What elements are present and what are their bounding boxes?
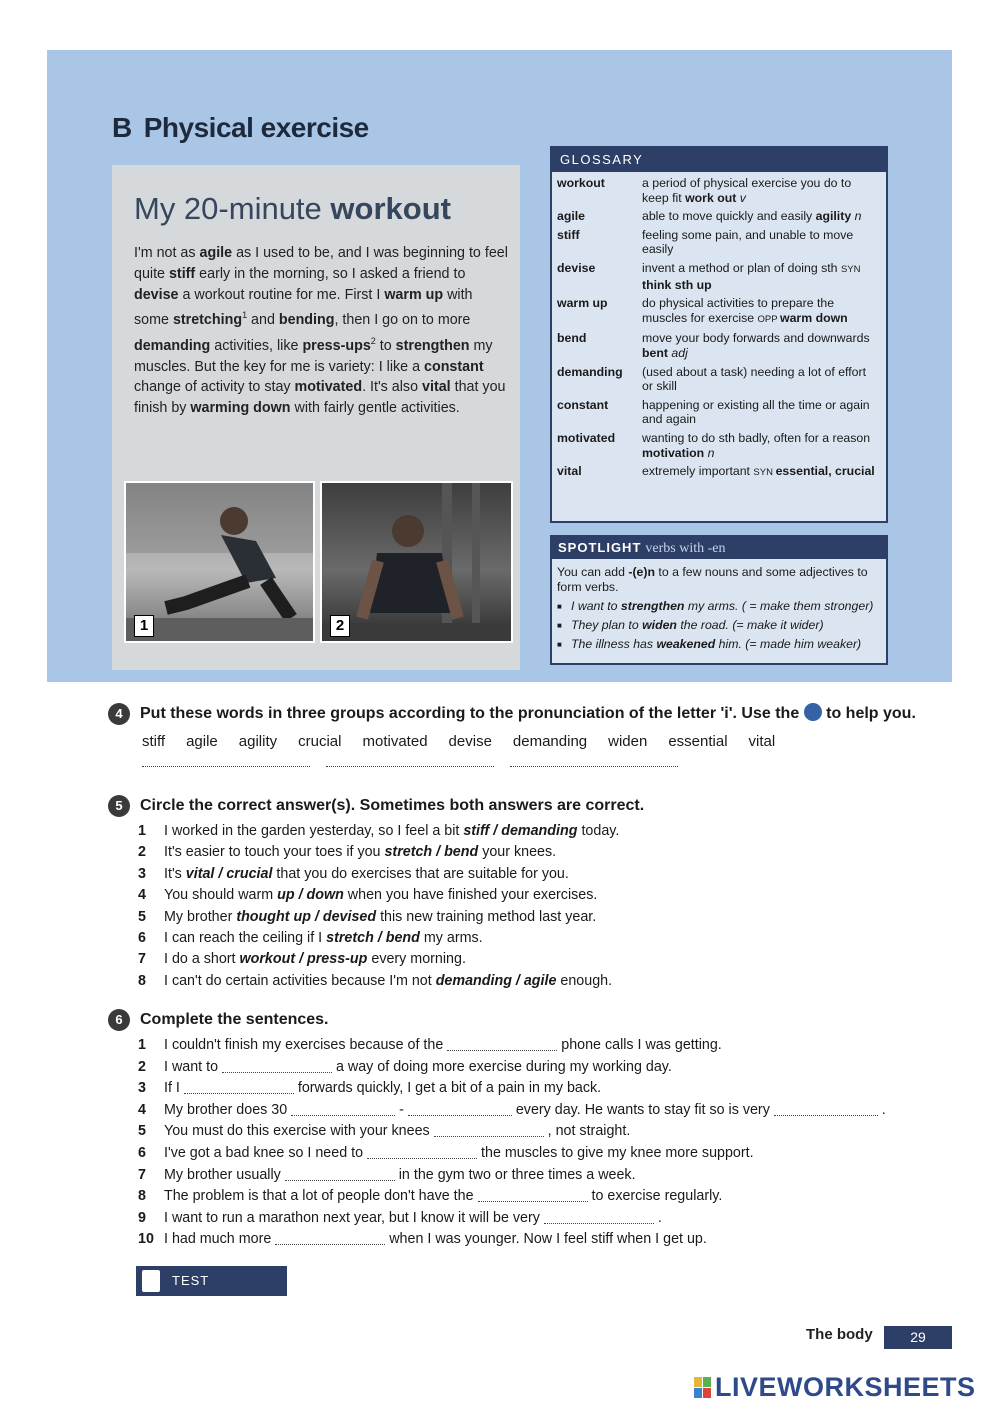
- item-number: 7: [138, 1166, 146, 1183]
- exercise-5: [108, 795, 928, 992]
- text-segment: in the gym two or three times a week.: [394, 1166, 636, 1183]
- text-segment: (used about a task) needing a lot of effort or skill: [642, 364, 866, 394]
- spotlight-content: [552, 559, 886, 663]
- answer-blank[interactable]: [285, 1166, 395, 1181]
- glossary-entry: [557, 365, 880, 394]
- item-number: 2: [138, 1058, 146, 1075]
- item-text: [164, 1035, 722, 1057]
- word-list: [108, 733, 928, 750]
- audio-app-icon[interactable]: [804, 703, 822, 721]
- text-segment: to a few nouns and some adjectives to form verbs.: [557, 565, 868, 594]
- item-text: [164, 842, 556, 863]
- text-segment: .: [877, 1101, 886, 1118]
- exercise-item: [138, 1186, 928, 1208]
- answer-blank[interactable]: [447, 1036, 557, 1051]
- exercise-6-items: [108, 1035, 928, 1251]
- glossary-term: vital: [557, 464, 582, 479]
- glossary-term: workout: [557, 176, 605, 190]
- text-segment: stiff / demanding: [463, 823, 578, 839]
- text-segment: weakened: [656, 637, 716, 651]
- press-up-figure-icon: [322, 483, 511, 641]
- article-title-plain: My 20-minute: [134, 191, 331, 226]
- item-text: [164, 949, 466, 970]
- item-text: [164, 1208, 662, 1230]
- glossary-entry: [557, 209, 880, 224]
- exercise-number: 5: [108, 795, 130, 817]
- exercise-6-instruction-text: Complete the sentences.: [140, 1011, 329, 1028]
- text-segment: move your body forwards and downwards: [642, 331, 870, 346]
- item-text: [164, 1229, 707, 1251]
- text-segment: I want to: [571, 599, 621, 613]
- text-segment: feeling some pain, and unable to move easily: [642, 227, 854, 257]
- text-segment: vital: [422, 379, 451, 396]
- article-title-bold: workout: [330, 191, 451, 226]
- answer-line-1[interactable]: [142, 766, 310, 767]
- text-segment: activities, like: [210, 337, 303, 354]
- text-segment: warm down: [780, 310, 848, 325]
- section-title: [112, 112, 369, 144]
- glossary-term: bend: [557, 331, 587, 346]
- text-segment: You should warm: [164, 887, 278, 904]
- text-segment: My brother usually: [164, 1166, 285, 1183]
- exercise-6-instruction: [108, 1009, 928, 1031]
- spotlight-example: [557, 618, 880, 633]
- item-text: [164, 821, 619, 842]
- text-segment: n: [851, 209, 862, 224]
- text-segment: workout / press-up: [239, 951, 368, 968]
- text-segment: I've got a bad knee so I need to: [164, 1144, 368, 1161]
- answer-blank[interactable]: [408, 1101, 512, 1116]
- text-segment: agile: [199, 245, 233, 261]
- text-segment: ( = make them stronger): [738, 599, 874, 613]
- text-segment: If I: [164, 1080, 184, 1097]
- glossary-term: agile: [557, 209, 586, 224]
- text-segment: I do a short: [164, 951, 240, 968]
- glossary-entry: [557, 464, 880, 481]
- exercise-number: 4: [108, 703, 130, 725]
- press-up-photo: [320, 481, 513, 643]
- text-segment: extremely important: [642, 464, 754, 479]
- glossary-term: stiff: [557, 227, 580, 242]
- exercise-6: [108, 1009, 928, 1251]
- exercise-item: [138, 928, 928, 949]
- glossary-definition: [642, 176, 880, 205]
- text-segment: able to move quickly and easily: [642, 209, 816, 224]
- spotlight-label: SPOTLIGHT: [558, 540, 642, 555]
- text-segment: My brother does 30: [164, 1101, 292, 1118]
- item-text: [164, 907, 596, 928]
- text-segment: motivated: [294, 379, 363, 396]
- text-segment: phone calls I was getting.: [557, 1037, 722, 1053]
- text-segment: , then I go on to more: [334, 312, 471, 329]
- section-letter: B: [112, 112, 132, 143]
- word-item: essential: [668, 733, 728, 750]
- item-number: 6: [138, 1144, 146, 1161]
- exercise-item: [138, 1121, 928, 1143]
- text-segment: a way of doing more exercise during my working day.: [332, 1058, 672, 1075]
- liveworksheets-logo: [694, 1372, 976, 1403]
- text-segment: a workout routine for me. First I: [178, 286, 385, 303]
- item-text: [164, 1143, 754, 1165]
- item-text: [164, 1078, 601, 1100]
- exercise-item: [138, 907, 928, 928]
- photo-number-1: 1: [134, 615, 154, 637]
- glossary-term: warm up: [557, 296, 608, 311]
- item-number: 8: [138, 1188, 146, 1205]
- glossary-definition: [642, 464, 880, 481]
- exercise-number: 6: [108, 1009, 130, 1031]
- item-text: [164, 971, 612, 992]
- text-segment: warming down: [190, 400, 291, 417]
- item-number: 10: [138, 1231, 154, 1248]
- exercise-5-instruction: [108, 795, 928, 817]
- text-segment: my muscles. But the key for me is variety: I like a: [134, 337, 493, 375]
- word-item: motivated: [362, 733, 428, 750]
- exercise-item: [138, 1229, 928, 1251]
- text-segment: stiff: [168, 265, 196, 282]
- text-segment: devise: [134, 286, 179, 303]
- glossary-entry: [557, 296, 880, 327]
- glossary-definition: [642, 228, 880, 257]
- item-text: [164, 1057, 672, 1079]
- text-segment: do physical activities to prepare the muscles for exercise: [642, 296, 835, 325]
- text-segment: (= make it wider): [728, 618, 824, 632]
- exercise-item: [138, 1057, 928, 1079]
- exercise-item: [138, 1100, 928, 1122]
- exercise-4-instruction-text: Put these words in three groups according to the pronunciation of the letter 'i'. Use the: [140, 705, 804, 722]
- exercise-item: [138, 1143, 928, 1165]
- text-segment: work out: [685, 190, 737, 205]
- glossary-definition: [642, 209, 880, 224]
- text-segment: They plan to: [571, 618, 643, 632]
- item-number: 5: [138, 1123, 146, 1140]
- text-segment: happening or existing all the time or again and again: [642, 397, 870, 427]
- exercise-item: [138, 949, 928, 970]
- book-icon: [142, 1270, 160, 1292]
- text-segment: that you do exercises that are suitable for you.: [272, 865, 569, 882]
- word-item: vital: [748, 733, 776, 750]
- text-segment: strengthen: [395, 337, 470, 354]
- text-segment: (= made him weaker): [741, 637, 862, 651]
- text-segment: him.: [715, 637, 742, 651]
- text-segment: I can reach the ceiling if I: [164, 930, 327, 947]
- text-segment: adj: [667, 345, 688, 360]
- text-segment: You must do this exercise with your knees: [164, 1123, 434, 1140]
- text-segment: the muscles to give my knee more support.: [477, 1144, 754, 1161]
- text-segment: stretching: [172, 312, 243, 329]
- glossary-entry: [557, 398, 880, 427]
- text-segment: I want to run a marathon next year, but I know it will be very: [164, 1209, 544, 1226]
- liveworksheets-text: LIVEWORKSHEETS: [715, 1372, 976, 1402]
- item-text: [164, 885, 597, 906]
- glossary-definition: [642, 331, 880, 360]
- text-segment: I couldn't finish my exercises because of the: [164, 1037, 448, 1053]
- text-segment: . It's also: [362, 379, 423, 396]
- glossary-entry: [557, 431, 880, 460]
- test-yourself-label: TEST YOURSELF: [172, 1273, 251, 1318]
- text-segment: I had much more: [164, 1231, 276, 1248]
- item-number: 5: [138, 908, 146, 925]
- exercise-item: [138, 1078, 928, 1100]
- glossary-definition: [642, 431, 880, 460]
- answer-blank[interactable]: [774, 1101, 878, 1116]
- answer-line-2[interactable]: [326, 766, 494, 767]
- article-body: [134, 243, 510, 419]
- exercise-4-instruction: [108, 703, 928, 725]
- text-segment: warm up: [384, 286, 444, 303]
- text-segment: My brother: [164, 908, 237, 925]
- text-segment: early in the morning, so I asked a friend to: [195, 265, 466, 282]
- text-segment: every day. He wants to stay fit so is very: [511, 1101, 774, 1118]
- text-segment: You can add: [557, 565, 629, 579]
- item-text: [164, 928, 483, 949]
- spotlight-example: [557, 637, 880, 652]
- answer-blank[interactable]: [291, 1101, 395, 1116]
- text-segment: The problem is that a lot of people don't have the: [164, 1188, 478, 1205]
- text-segment: as I used to be, and I was beginning to feel quite: [134, 245, 508, 282]
- item-number: 3: [138, 865, 146, 882]
- text-segment: to: [375, 337, 396, 354]
- text-segment: OPP: [757, 313, 781, 325]
- text-segment: my arms.: [419, 930, 483, 947]
- text-segment: It's: [164, 865, 186, 882]
- item-text: [164, 1186, 722, 1208]
- article-title: [134, 191, 451, 227]
- answer-blank[interactable]: [184, 1079, 294, 1094]
- text-segment: stretch / bend: [384, 844, 479, 861]
- text-segment: vital / crucial: [185, 865, 273, 882]
- text-segment: enough.: [556, 972, 613, 989]
- word-item: widen: [608, 733, 648, 750]
- answer-lines: [108, 766, 928, 767]
- answer-blank[interactable]: [275, 1230, 385, 1245]
- text-segment: that you finish by: [134, 379, 506, 417]
- word-item: agile: [186, 733, 218, 750]
- item-number: 1: [138, 1037, 146, 1053]
- text-segment: today.: [577, 823, 620, 839]
- exercise-5-instruction-text: Circle the correct answer(s). Sometimes both answers are correct.: [140, 797, 645, 814]
- text-segment: v: [736, 190, 746, 205]
- exercise-item: [138, 842, 928, 863]
- glossary-term: constant: [557, 397, 609, 412]
- text-segment: when I was younger. Now I feel stiff when I get up.: [385, 1231, 707, 1248]
- glossary-entry: [557, 176, 880, 205]
- spotlight-example: [557, 599, 880, 614]
- text-segment: invent a method or plan of doing sth: [642, 260, 841, 275]
- test-yourself-button[interactable]: [136, 1266, 287, 1318]
- text-segment: bending: [278, 312, 335, 329]
- item-text: [164, 1100, 886, 1122]
- answer-blank[interactable]: [367, 1144, 477, 1159]
- item-number: 8: [138, 972, 146, 989]
- text-segment: bent: [642, 345, 668, 360]
- text-segment: -(e)n: [628, 565, 655, 579]
- spotlight-subheading: verbs with -en: [645, 541, 726, 556]
- text-segment: press-ups: [302, 337, 371, 354]
- glossary-entry: [557, 261, 880, 292]
- text-segment: It's easier to touch your toes if you: [164, 844, 385, 861]
- text-segment: this new training method last year.: [376, 908, 597, 925]
- glossary-definition: [642, 261, 880, 292]
- glossary-box: [550, 146, 888, 523]
- text-segment: wanting to do sth badly, often for a reason: [642, 430, 871, 445]
- footer-unit: The body: [806, 1326, 873, 1343]
- item-number: 6: [138, 930, 146, 947]
- text-segment: -: [395, 1101, 408, 1118]
- item-text: [164, 1165, 636, 1187]
- text-segment: SYN: [753, 467, 776, 479]
- text-segment: your knees.: [478, 844, 557, 861]
- text-segment: up / down: [277, 887, 344, 904]
- exercise-item: [138, 1165, 928, 1187]
- exercise-item: [138, 1208, 928, 1230]
- glossary-definition: [642, 365, 880, 394]
- text-segment: change of activity to stay: [134, 379, 295, 396]
- page-number: 29: [884, 1326, 952, 1349]
- text-segment: n: [704, 445, 715, 460]
- text-segment: The illness has: [571, 637, 657, 651]
- stretching-figure-icon: [126, 483, 313, 641]
- text-segment: to exercise regularly.: [587, 1188, 723, 1205]
- text-segment: with some: [134, 286, 473, 329]
- glossary-entry: [557, 228, 880, 257]
- text-segment: stretch / bend: [326, 930, 420, 947]
- text-segment: think sth up: [642, 277, 712, 292]
- item-number: 7: [138, 951, 146, 968]
- text-segment: every morning.: [367, 951, 466, 968]
- spotlight-box: [550, 535, 888, 665]
- exercise-4-instruction-end: to help you.: [821, 705, 916, 722]
- text-segment: motivation: [642, 445, 705, 460]
- exercise-item: [138, 1035, 928, 1057]
- text-segment: agility: [815, 209, 852, 224]
- text-segment: , not straight.: [543, 1123, 631, 1140]
- word-item: stiff: [142, 733, 166, 750]
- text-segment: demanding / agile: [435, 972, 557, 989]
- item-text: [164, 1121, 630, 1143]
- answer-blank[interactable]: [478, 1187, 588, 1202]
- spotlight-intro: [557, 565, 880, 595]
- exercise-item: [138, 821, 928, 842]
- text-segment: 2: [370, 335, 376, 346]
- item-number: 9: [138, 1209, 146, 1226]
- glossary-list: [552, 172, 886, 521]
- text-segment: when you have finished your exercises.: [343, 887, 598, 904]
- word-item: agility: [238, 733, 278, 750]
- item-number: 4: [138, 887, 146, 904]
- word-item: demanding: [512, 733, 588, 750]
- exercise-item: [138, 864, 928, 885]
- item-number: 4: [138, 1101, 146, 1118]
- exercise-4: [108, 703, 928, 767]
- photo-number-2: 2: [330, 615, 350, 637]
- text-segment: I want to: [164, 1058, 223, 1075]
- exercise-item: [138, 971, 928, 992]
- text-segment: my arms.: [684, 599, 739, 613]
- text-segment: .: [653, 1209, 662, 1226]
- text-segment: with fairly gentle activities.: [290, 400, 460, 417]
- answer-blank[interactable]: [222, 1058, 332, 1073]
- exercise-5-items: [108, 821, 928, 992]
- glossary-definition: [642, 398, 880, 427]
- text-segment: essential, crucial: [775, 464, 875, 479]
- glossary-term: devise: [557, 260, 596, 275]
- text-segment: forwards quickly, I get a bit of a pain in my back.: [293, 1080, 602, 1097]
- text-segment: the road.: [676, 618, 729, 632]
- text-segment: a period of physical exercise you do to keep fit: [642, 176, 852, 205]
- text-segment: constant: [424, 358, 484, 375]
- exercise-item: [138, 885, 928, 906]
- glossary-heading: GLOSSARY: [552, 148, 886, 172]
- item-number: 1: [138, 823, 146, 839]
- item-number: 2: [138, 844, 146, 861]
- glossary-entry: [557, 331, 880, 360]
- text-segment: I can't do certain activities because I'm not: [164, 972, 436, 989]
- text-segment: SYN: [840, 263, 861, 275]
- item-number: 3: [138, 1080, 146, 1097]
- glossary-term: demanding: [557, 364, 623, 379]
- word-item: devise: [448, 733, 492, 750]
- text-segment: demanding: [134, 337, 211, 354]
- text-segment: I worked in the garden yesterday, so I feel a bit: [164, 823, 464, 839]
- answer-blank[interactable]: [434, 1122, 544, 1137]
- section-title-text: Physical exercise: [143, 112, 369, 143]
- item-text: [164, 864, 569, 885]
- spotlight-heading: [552, 537, 886, 559]
- text-segment: 1: [242, 310, 248, 321]
- glossary-definition: [642, 296, 880, 327]
- stretching-photo: [124, 481, 315, 643]
- text-segment: thought up / devised: [236, 908, 377, 925]
- answer-blank[interactable]: [544, 1209, 654, 1224]
- text-segment: widen: [642, 618, 677, 632]
- word-item: crucial: [298, 733, 342, 750]
- liveworksheets-icon: [694, 1377, 711, 1399]
- glossary-term: motivated: [557, 430, 616, 445]
- text-segment: and: [247, 312, 279, 329]
- text-segment: strengthen: [620, 599, 685, 613]
- answer-line-3[interactable]: [510, 766, 678, 767]
- text-segment: I'm not as: [134, 245, 200, 261]
